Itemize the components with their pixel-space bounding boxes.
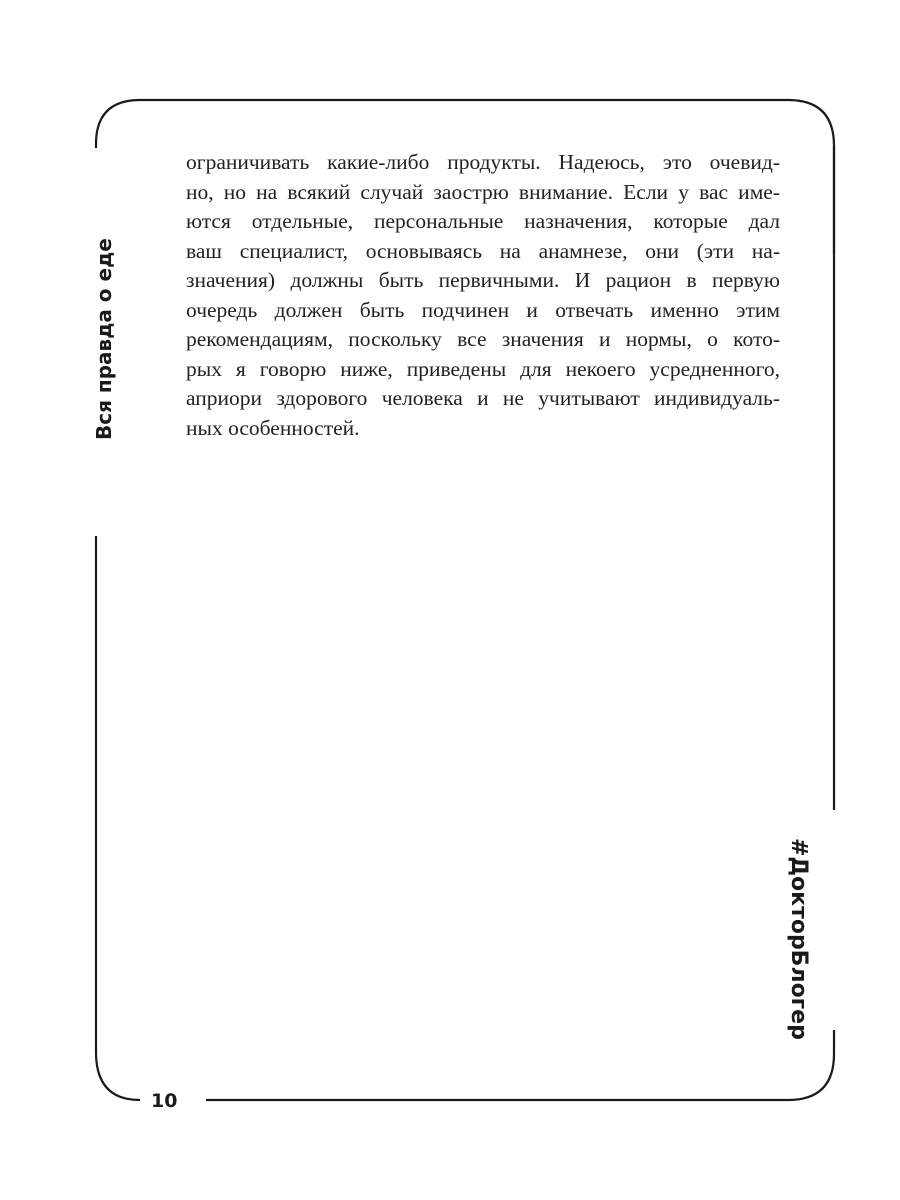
running-head: Вся правда о еде bbox=[92, 238, 116, 440]
side-hashtag: #ДокторБлогер bbox=[786, 838, 811, 1040]
text-line: ных особенностей. bbox=[186, 415, 360, 440]
text-line: очередь должен быть подчинен и отвечать именно этим bbox=[186, 297, 780, 322]
text-line: ограничивать какие-либо продукты. Надеюсь, это очевид- bbox=[186, 150, 780, 174]
text-line: априори здорового человека и не учитывают индивидуаль- bbox=[186, 386, 780, 410]
text-line: ваш специалист, основываясь на анамнезе, они (эти на- bbox=[186, 238, 780, 263]
body-paragraph bbox=[186, 148, 780, 443]
frame-bottom-border bbox=[206, 1030, 834, 1100]
frame-left-border bbox=[96, 536, 140, 1100]
text-line: рекомендациям, поскольку все значения и нормы, о кото- bbox=[186, 327, 780, 351]
text-line: но, но на всякий случай заострю внимание. Если у вас име- bbox=[186, 179, 780, 204]
text-line: рых я говорю ниже, приведены для некоего усредненного, bbox=[186, 356, 780, 381]
text-line: значения) должны быть первичными. И рацион в первую bbox=[186, 268, 780, 292]
text-line: ются отдельные, персональные назначения, которые дал bbox=[186, 209, 780, 233]
page-number: 10 bbox=[151, 1090, 178, 1112]
